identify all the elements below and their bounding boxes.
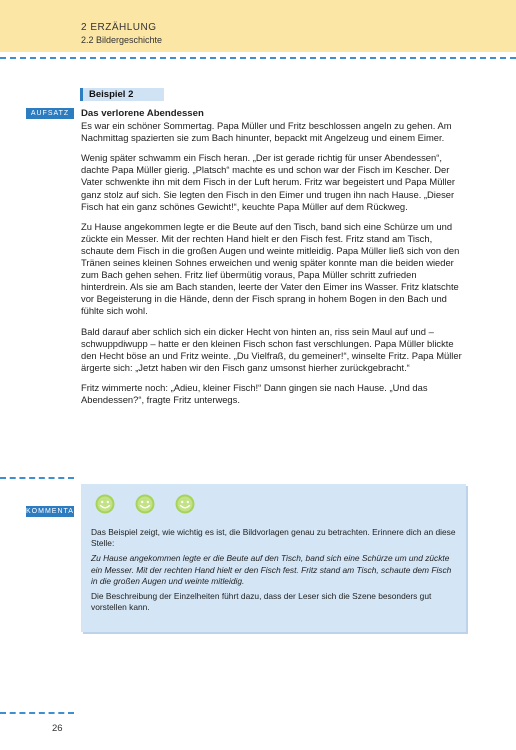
- essay-title: Das verlorene Abendessen: [81, 108, 204, 119]
- comment-quote: Zu Hause angekommen legte er die Beute auf den Tisch, band sich eine Schürze um und zückte ein Messer. Mit der rechten Hand hielt er den Fisch fest. Fritz stand am Tisch, schaute dem Fisch in die großen Augen und weinte mitleidig.: [91, 553, 452, 586]
- comment-text: [91, 527, 456, 617]
- comment-intro: Das Beispiel zeigt, wie wichtig es ist, die Bildvorlagen genau zu betrachten. Erinnere dich an diese Stelle:: [91, 527, 456, 549]
- essay-paragraph: Es war ein schöner Sommertag. Papa Müller und Fritz beschlossen angeln zu gehen. Am Nachmittag spazierten sie zum Bach hinunter, bepackt mit Angelzeug und einem Eimer.: [81, 120, 452, 144]
- comment-divider: [0, 477, 74, 479]
- header-divider: [0, 57, 516, 59]
- comment-conclusion: Die Beschreibung der Einzelheiten führt dazu, dass der Leser sich die Szene besonders gut vorstellen kann.: [91, 591, 432, 613]
- comment-box: [81, 484, 466, 632]
- example-label: Beispiel 2: [80, 88, 164, 101]
- essay-paragraph: Wenig später schwamm ein Fisch heran. „Der ist gerade richtig für unser Abendessen“, dachte Papa Müller gierig. „Platsch“ machte es und schon war der Fisch im Kescher. Der Vater schwenkte ihn mit dem Fisch in der Luft herum. Fritz war begeistert und Papa Müller ganz stolz auf sich. Sie legten den Fisch in den Eimer und trugen ihn nach Hause. „Dieser Fisch hat ein ganz schönes Gewicht!“, keuchte Papa Müller auf dem Rückweg.: [81, 152, 455, 212]
- essay-label: AUFSATZ: [26, 108, 74, 119]
- smiley-icon: [175, 494, 195, 514]
- comment-label: KOMMENTAR: [26, 508, 80, 515]
- essay-article: [81, 108, 466, 414]
- essay-paragraph: Bald darauf aber schlich sich ein dicker Hecht von hinten an, riss sein Maul auf und – schwuppdiwupp – hatte er den kleinen Fisch schon fast verschlungen. Papa Müller blickte den Hecht böse an und Fritz weinte. „Du Vielfraß, du gemeiner!“, winselte Fritz. Papa Müller ärgerte sich: „Jetzt haben wir den Fisch ganz umsonst hierher zurückgebracht.“: [81, 325, 462, 373]
- smiley-icon: [135, 494, 155, 514]
- footer-divider: [0, 712, 74, 714]
- page-number: 26: [52, 723, 63, 734]
- header-band: [0, 0, 516, 52]
- essay-paragraph: Zu Hause angekommen legte er die Beute auf den Tisch, band sich eine Schürze um und zückte ein Messer. Mit der rechten Hand hielt er den Fisch fest. Fritz stand am Tisch, schaute dem Fisch in die großen Augen und weinte mitleidig. Papa Müller ließ sich von den Tränen seines kleinen Sohnes erweichen und wenig später konnte man die beiden wieder zum Bach gehen sehen. Fritz lief übermütig voraus, Papa Müller schritt zufrieden hinterdrein. Als sie am Bach standen, leerte der Vater den Eimer ins Wasser. Fritz klatschte vor Begeisterung in die Hände, denn der Fisch sprang in hohem Bogen in den Bach und fühlte sich wohl.: [81, 220, 460, 317]
- chapter-title: 2 ERZÄHLUNG: [81, 22, 157, 33]
- essay-paragraph: Fritz wimmerte noch: „Adieu, kleiner Fisch!“ Dann gingen sie nach Hause. „Und das Abendessen?“, fragte Fritz unterwegs.: [81, 381, 428, 405]
- section-title: 2.2 Bildergeschichte: [81, 35, 163, 45]
- smiley-icon: [95, 494, 115, 514]
